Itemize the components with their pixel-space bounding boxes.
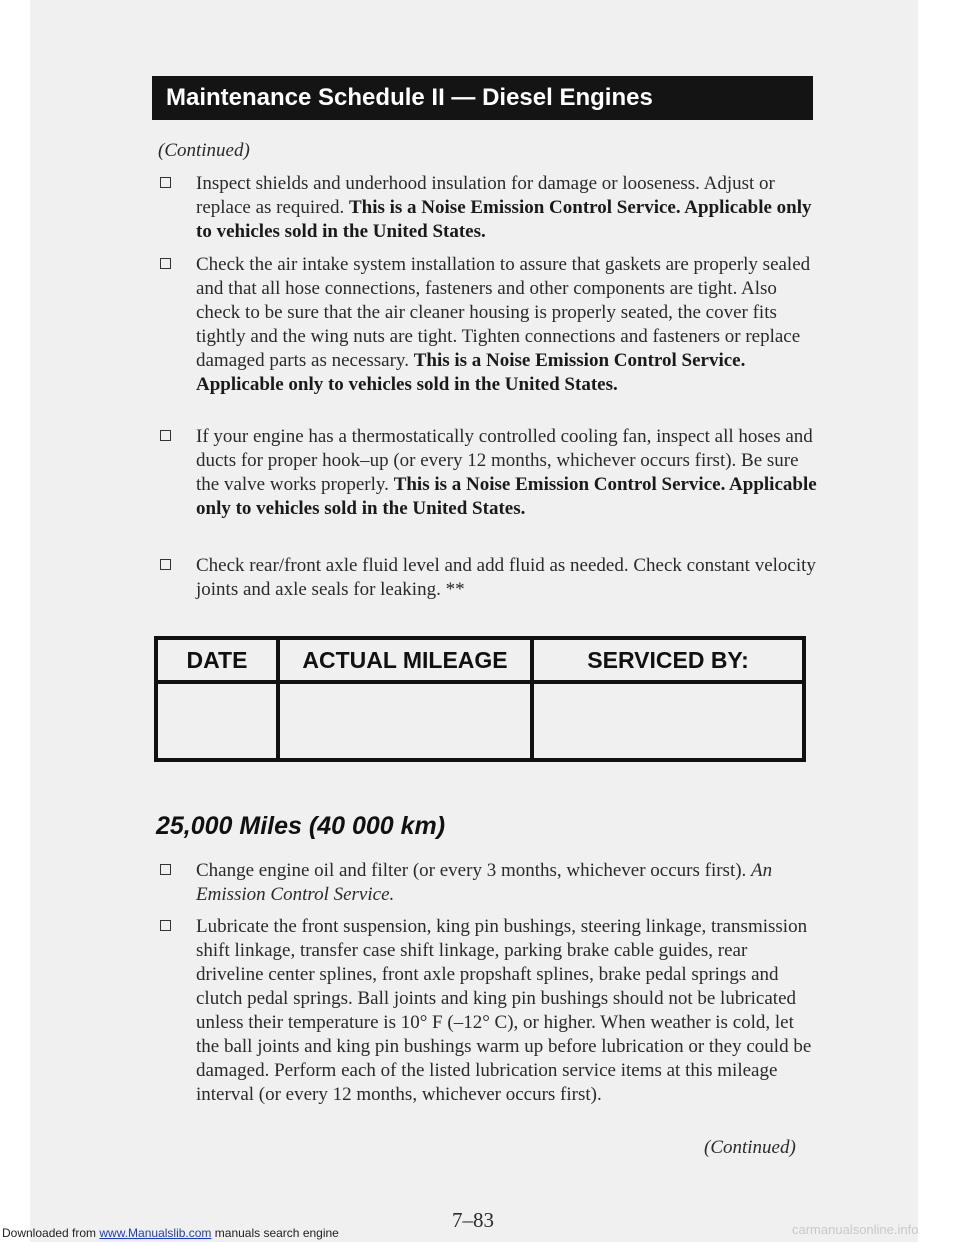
table-header-row xyxy=(156,638,804,682)
checklist-item-text: If your engine has a thermostatically controlled cooling fan, inspect all hoses and ducts for proper hook–up (or every 12 months, whichever occurs first). Be sure the valve works properly. This is a Noise Emission Control Service. Applicable only to vehicles sold in the United States. xyxy=(196,426,817,519)
watermark-text: carmanualsonline.info xyxy=(792,1222,919,1237)
page-number: 7–83 xyxy=(452,1208,494,1232)
continued-label-top: (Continued) xyxy=(158,140,250,161)
service-record-table xyxy=(154,636,806,762)
checklist-item xyxy=(158,172,818,244)
mileage-cell[interactable] xyxy=(278,682,532,760)
checklist-item xyxy=(158,253,818,397)
manualslib-link[interactable]: www.Manualslib.com xyxy=(99,1226,212,1240)
serviced-by-column-header: SERVICED BY: xyxy=(532,638,804,682)
date-cell[interactable] xyxy=(156,682,278,760)
checkbox-icon xyxy=(160,920,171,931)
table-row xyxy=(156,682,804,760)
mileage-column-header: ACTUAL MILEAGE xyxy=(278,638,532,682)
checklist-item-text: Check the air intake system installation to assure that gaskets are properly sealed and that all hose connections, fasteners and other components are tight. Also check to be sure that the air cleaner housing is properly seated, the cover fits tightly and the wing nuts are tight. Tighten connections and fasteners or replace damaged parts as necessary. This is a Noise Emission Control Service. Applicable only to vehicles sold in the United States. xyxy=(196,254,811,395)
checklist-item xyxy=(158,425,818,521)
checkbox-icon xyxy=(160,559,171,570)
continued-label-bottom: (Continued) xyxy=(704,1137,796,1158)
checklist-item-text: Change engine oil and filter (or every 3 months, whichever occurs first). An Emission Control Service. xyxy=(196,860,773,905)
checklist-item xyxy=(158,915,818,1107)
checkbox-icon xyxy=(160,864,171,875)
section-header-bar xyxy=(152,76,813,120)
section-header-title: Maintenance Schedule II — Diesel Engines xyxy=(166,84,653,111)
date-column-header: DATE xyxy=(156,638,278,682)
checklist-item-text: Inspect shields and underhood insulation for damage or looseness. Adjust or replace as required. This is a Noise Emission Control Service. Applicable only to vehicles sold in the United States. xyxy=(196,173,812,242)
mileage-section-heading: 25,000 Miles (40 000 km) xyxy=(156,812,446,840)
checklist-item xyxy=(158,554,818,602)
serviced-by-cell[interactable] xyxy=(532,682,804,760)
checkbox-icon xyxy=(160,177,171,188)
checkbox-icon xyxy=(160,258,171,269)
checklist-item-text: Lubricate the front suspension, king pin bushings, steering linkage, transmission shift linkage, transfer case shift linkage, parking brake cable guides, rear driveline center splines, front axle propshaft splines, brake pedal springs and clutch pedal springs. Ball joints and king pin bushings should not be lubricated unless their temperature is 10° F (–12° C), or higher. When weather is cold, let the ball joints and king pin bushings warm up before lubrication or they could be damaged. Perform each of the listed lubrication service items at this mileage interval (or every 12 months, whichever occurs first). xyxy=(196,916,812,1105)
checkbox-icon xyxy=(160,430,171,441)
checklist-item-text: Check rear/front axle fluid level and add fluid as needed. Check constant velocity joints and axle seals for leaking. ** xyxy=(196,555,816,600)
checklist-item xyxy=(158,859,818,907)
download-footer: Downloaded from www.Manualslib.com manuals search engine xyxy=(2,1226,339,1240)
